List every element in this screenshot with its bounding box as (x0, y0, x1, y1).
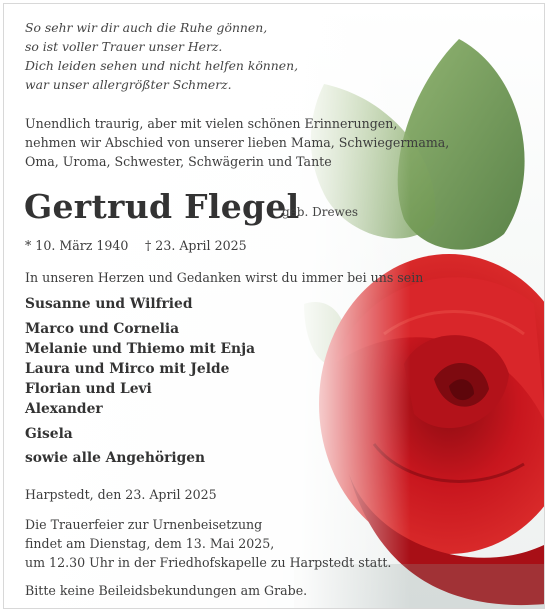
birth-name: geb. Drewes (282, 205, 359, 219)
intro-line: Unendlich traurig, aber mit vielen schönen Erinnerungen, (25, 116, 398, 131)
mourner-name: Florian und Levi (25, 381, 152, 397)
closing-note: Bitte keine Beileidsbekundungen am Grabe. (25, 583, 308, 598)
memory-line: In unseren Herzen und Gedanken wirst du immer bei uns sein (25, 270, 424, 285)
deceased-name: Gertrud Flegel (24, 187, 300, 226)
notice-text-area (4, 4, 545, 609)
mourner-name: Susanne und Wilfried (25, 296, 193, 312)
mourner-name: sowie alle Angehörigen (25, 450, 206, 466)
intro-line: Oma, Uroma, Schwester, Schwägerin und Tante (25, 154, 332, 169)
mourner-name: Melanie und Thiemo mit Enja (25, 341, 256, 357)
mourner-name: Gisela (25, 426, 73, 442)
place-date: Harpstedt, den 23. April 2025 (25, 487, 217, 502)
ceremony-line: um 12.30 Uhr in der Friedhofskapelle zu Harpstedt statt. (25, 555, 392, 570)
poem-line: war unser allergrößter Schmerz. (25, 77, 232, 92)
intro-line: nehmen wir Abschied von unserer lieben Mama, Schwiegermama, (25, 135, 450, 150)
birth-date: * 10. März 1940 (25, 238, 129, 253)
mourner-name: Alexander (25, 401, 103, 417)
ceremony-line: Die Trauerfeier zur Urnenbeisetzung (25, 517, 263, 532)
obituary-notice (3, 3, 545, 609)
poem-line: So sehr wir dir auch die Ruhe gönnen, (25, 20, 268, 35)
death-date: † 23. April 2025 (145, 238, 247, 253)
poem-line: so ist voller Trauer unser Herz. (25, 39, 223, 54)
poem-line: Dich leiden sehen und nicht helfen können, (25, 58, 299, 73)
mourner-name: Marco und Cornelia (25, 321, 180, 337)
mourner-name: Laura und Mirco mit Jelde (25, 361, 230, 377)
ceremony-line: findet am Dienstag, dem 13. Mai 2025, (25, 536, 275, 551)
